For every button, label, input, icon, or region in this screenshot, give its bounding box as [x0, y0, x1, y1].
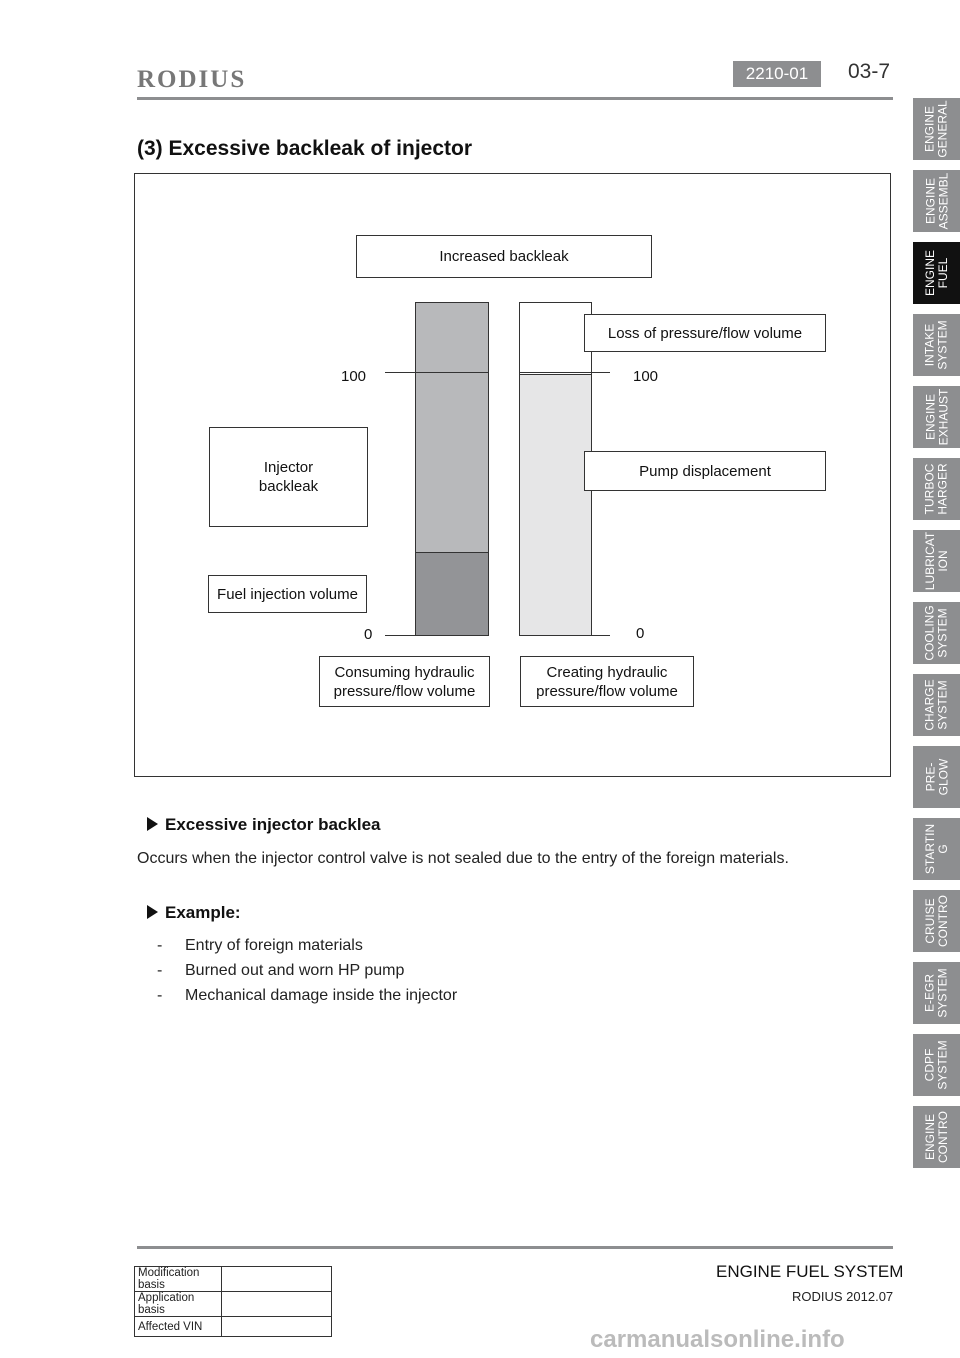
tab-engine-control[interactable]: ENGINE CONTRO	[913, 1106, 960, 1168]
triangle-bullet-icon	[147, 905, 158, 919]
table-row	[135, 1317, 332, 1337]
right-100-label: 100	[633, 368, 659, 385]
tab-cruise-control[interactable]: CRUISE CONTRO	[913, 890, 960, 952]
footer-title: ENGINE FUEL SYSTEM	[716, 1262, 904, 1281]
header-divider	[137, 97, 893, 100]
right-0-line	[519, 635, 610, 636]
left-100-line	[385, 372, 489, 373]
increased-backleak-box: Increased backleak	[356, 235, 652, 278]
tab-starting[interactable]: STARTIN G	[913, 818, 960, 880]
injector-backleak-box: Injector backleak	[209, 427, 368, 527]
modification-table	[134, 1266, 332, 1337]
section-code-badge: 2210-01	[733, 61, 821, 87]
tab-engine-general[interactable]: ENGINE GENERAL	[913, 98, 960, 160]
backleak-description: Occurs when the injector control valve is not sealed due to the entry of the foreign materials.	[137, 850, 789, 867]
footer-subtitle: RODIUS 2012.07	[792, 1289, 894, 1304]
table-row	[135, 1267, 332, 1292]
heading-example: Example:	[147, 903, 241, 923]
modification-basis-label: Modification basis	[135, 1267, 222, 1292]
example-item: - Mechanical damage inside the injector	[157, 987, 458, 1004]
affected-vin-value	[222, 1317, 332, 1337]
fuel-injection-bar	[415, 552, 489, 636]
triangle-bullet-icon	[147, 817, 158, 831]
tab-e-egr-system[interactable]: E-EGR SYSTEM	[913, 962, 960, 1024]
section-title: (3) Excessive backleak of injector	[137, 137, 473, 160]
fuel-injection-volume-box: Fuel injection volume	[208, 575, 367, 613]
right-0-label: 0	[636, 625, 645, 642]
pump-displacement-box: Pump displacement	[584, 451, 826, 491]
tab-turbocharger[interactable]: TURBOC HARGER	[913, 458, 960, 520]
brand-logo: RODIUS	[137, 66, 247, 93]
tab-lubrication[interactable]: LUBRICAT ION	[913, 530, 960, 592]
left-100-label: 100	[341, 368, 367, 385]
tab-cooling-system[interactable]: COOLING SYSTEM	[913, 602, 960, 664]
right-100-line	[519, 372, 610, 373]
tab-engine-assembly[interactable]: ENGINE ASSEMBL	[913, 170, 960, 232]
example-item: - Burned out and worn HP pump	[157, 962, 405, 979]
table-row	[135, 1292, 332, 1317]
page-number: 03-7	[848, 60, 891, 83]
backleak-diagram	[134, 173, 891, 777]
pressure-loss-bar	[519, 302, 592, 375]
consuming-pressure-box: Consuming hydraulic pressure/flow volume	[319, 656, 490, 707]
tab-engine-exhaust[interactable]: ENGINE EXHAUST	[913, 386, 960, 448]
injector-backleak-bar	[415, 302, 489, 553]
tab-engine-fuel[interactable]: ENGINE FUEL	[913, 242, 960, 304]
tab-intake-system[interactable]: INTAKE SYSTEM	[913, 314, 960, 376]
footer-divider	[137, 1246, 893, 1249]
loss-of-pressure-box: Loss of pressure/flow volume	[584, 314, 826, 352]
pump-displacement-bar	[519, 374, 592, 636]
tab-cdpf-system[interactable]: CDPF SYSTEM	[913, 1034, 960, 1096]
modification-basis-value	[222, 1267, 332, 1292]
example-item: - Entry of foreign materials	[157, 937, 363, 954]
watermark: carmanualsonline.info	[590, 1326, 845, 1353]
left-0-label: 0	[364, 626, 373, 643]
tab-charge-system[interactable]: CHARGE SYSTEM	[913, 674, 960, 736]
tab-pre-glow[interactable]: PRE- GLOW	[913, 746, 960, 808]
application-basis-value	[222, 1292, 332, 1317]
application-basis-label: Application basis	[135, 1292, 222, 1317]
affected-vin-label: Affected VIN	[135, 1317, 222, 1337]
heading-excessive-backleak: Excessive injector backlea	[147, 815, 380, 835]
left-0-line	[385, 635, 489, 636]
creating-pressure-box: Creating hydraulic pressure/flow volume	[520, 656, 694, 707]
